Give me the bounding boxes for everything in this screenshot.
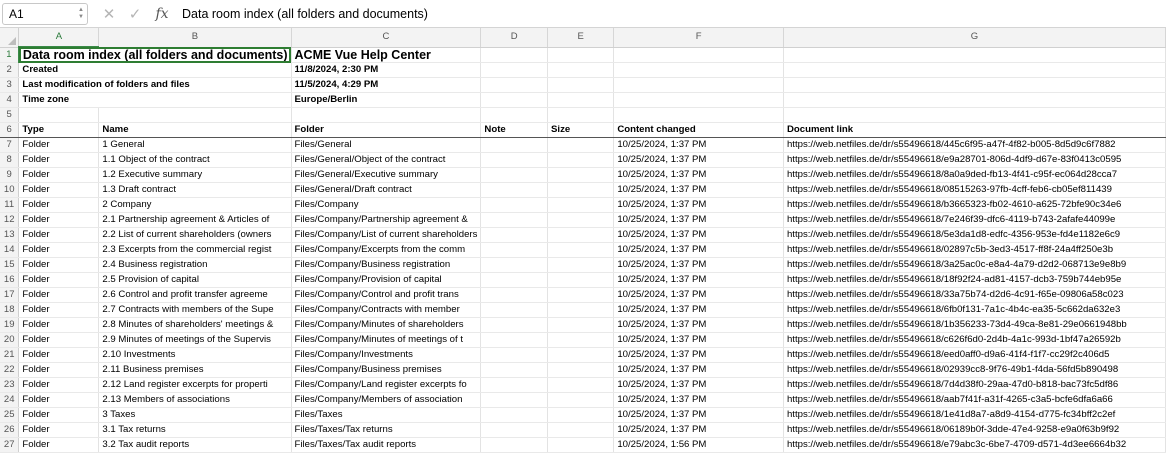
cell-type[interactable]: Folder bbox=[19, 138, 99, 153]
cell-content-changed[interactable]: 10/25/2024, 1:37 PM bbox=[614, 288, 784, 303]
cell-note[interactable] bbox=[481, 258, 548, 273]
cell-name[interactable]: 1.2 Executive summary bbox=[99, 168, 291, 183]
cell-name[interactable]: 2.3 Excerpts from the commercial regist bbox=[99, 243, 291, 258]
cell-type[interactable]: Folder bbox=[19, 423, 99, 438]
cell-document-link[interactable]: https://web.netfiles.de/dr/s55496618/6fb0f131-7a1c-4b4c-ea35-5c662da632e3 bbox=[783, 303, 1165, 318]
cell-type[interactable]: Folder bbox=[19, 273, 99, 288]
table-row bbox=[0, 228, 1166, 243]
cell-type[interactable]: Folder bbox=[19, 393, 99, 408]
cell[interactable] bbox=[783, 63, 1165, 78]
cell-type[interactable]: Folder bbox=[19, 168, 99, 183]
cell-size[interactable] bbox=[548, 258, 614, 273]
cell-folder[interactable]: Files/Taxes bbox=[291, 408, 481, 423]
row-header[interactable]: 5 bbox=[0, 108, 19, 123]
cell[interactable] bbox=[614, 78, 784, 93]
last-modification-label[interactable]: Last modification of folders and files bbox=[19, 78, 291, 93]
last-modification-value[interactable]: 11/5/2024, 4:29 PM bbox=[291, 78, 481, 93]
cell-type[interactable]: Folder bbox=[19, 303, 99, 318]
cell-folder[interactable]: Files/General/Draft contract bbox=[291, 183, 481, 198]
cell-size[interactable] bbox=[548, 168, 614, 183]
cell-type[interactable]: Folder bbox=[19, 408, 99, 423]
cell-size[interactable] bbox=[548, 303, 614, 318]
spreadsheet-grid bbox=[0, 28, 1166, 453]
cell[interactable] bbox=[291, 108, 481, 123]
cell-document-link[interactable]: https://web.netfiles.de/dr/s55496618/445c6f95-a47f-4f82-b005-8d5d9c6f7882 bbox=[783, 138, 1165, 153]
row-header[interactable]: 16 bbox=[0, 273, 19, 288]
cell-content-changed[interactable]: 10/25/2024, 1:37 PM bbox=[614, 363, 784, 378]
cell-type[interactable]: Folder bbox=[19, 153, 99, 168]
cell-content-changed[interactable]: 10/25/2024, 1:37 PM bbox=[614, 153, 784, 168]
row-header[interactable]: 20 bbox=[0, 333, 19, 348]
table-row bbox=[0, 153, 1166, 168]
cell[interactable] bbox=[481, 93, 548, 108]
cell-type[interactable]: Folder bbox=[19, 258, 99, 273]
table-row bbox=[0, 138, 1166, 153]
cell-content-changed[interactable]: 10/25/2024, 1:37 PM bbox=[614, 273, 784, 288]
cancel-icon[interactable]: ✕ bbox=[102, 5, 116, 23]
cell-document-link[interactable]: https://web.netfiles.de/dr/s55496618/1b356233-73d4-49ca-8e81-29e0661948bb bbox=[783, 318, 1165, 333]
row-header[interactable]: 23 bbox=[0, 378, 19, 393]
cell-folder[interactable]: Files/General bbox=[291, 138, 481, 153]
cell[interactable] bbox=[783, 93, 1165, 108]
cell-content-changed[interactable]: 10/25/2024, 1:37 PM bbox=[614, 183, 784, 198]
table-row bbox=[0, 168, 1166, 183]
cell-content-changed[interactable]: 10/25/2024, 1:37 PM bbox=[614, 168, 784, 183]
cell-size[interactable] bbox=[548, 348, 614, 363]
cell[interactable] bbox=[614, 63, 784, 78]
cell-type[interactable]: Folder bbox=[19, 363, 99, 378]
header-size[interactable]: Size bbox=[548, 123, 614, 138]
cell-type[interactable]: Folder bbox=[19, 348, 99, 363]
created-label[interactable]: Created bbox=[19, 63, 291, 78]
cell-name[interactable]: 2.5 Provision of capital bbox=[99, 273, 291, 288]
table-row bbox=[0, 273, 1166, 288]
table-row bbox=[0, 393, 1166, 408]
column-header-g[interactable]: G bbox=[783, 28, 1165, 47]
row-header[interactable]: 25 bbox=[0, 408, 19, 423]
row-header[interactable]: 12 bbox=[0, 213, 19, 228]
cell-name[interactable]: 2.1 Partnership agreement & Articles of bbox=[99, 213, 291, 228]
cell[interactable] bbox=[614, 47, 784, 63]
created-value[interactable]: 11/8/2024, 2:30 PM bbox=[291, 63, 481, 78]
table-row bbox=[0, 183, 1166, 198]
cell-note[interactable] bbox=[481, 243, 548, 258]
cell-type[interactable]: Folder bbox=[19, 228, 99, 243]
cell[interactable] bbox=[548, 108, 614, 123]
cell-note[interactable] bbox=[481, 408, 548, 423]
cell-folder[interactable]: Files/Company/Minutes of meetings of t bbox=[291, 333, 481, 348]
cell-reference: A1 bbox=[9, 6, 24, 21]
table-row bbox=[0, 258, 1166, 273]
table-row bbox=[0, 333, 1166, 348]
cell-note[interactable] bbox=[481, 273, 548, 288]
cell[interactable] bbox=[548, 63, 614, 78]
table-row bbox=[0, 213, 1166, 228]
cell-note[interactable] bbox=[481, 153, 548, 168]
cell-folder[interactable]: Files/Company/Partnership agreement & bbox=[291, 213, 481, 228]
row-header[interactable]: 7 bbox=[0, 138, 19, 153]
time-zone-label[interactable]: Time zone bbox=[19, 93, 291, 108]
cell-size[interactable] bbox=[548, 138, 614, 153]
cell-name[interactable]: 1.1 Object of the contract bbox=[99, 153, 291, 168]
cell-folder[interactable]: Files/General/Executive summary bbox=[291, 168, 481, 183]
cell-folder[interactable]: Files/Company/Excerpts from the comm bbox=[291, 243, 481, 258]
row-header[interactable]: 3 bbox=[0, 78, 19, 93]
cell-size[interactable] bbox=[548, 243, 614, 258]
cell[interactable] bbox=[548, 93, 614, 108]
cell-folder[interactable]: Files/Company/Minutes of shareholders bbox=[291, 318, 481, 333]
cell-size[interactable] bbox=[548, 378, 614, 393]
cell-note[interactable] bbox=[481, 198, 548, 213]
cell-size[interactable] bbox=[548, 318, 614, 333]
row-header[interactable]: 10 bbox=[0, 183, 19, 198]
cell-content-changed[interactable]: 10/25/2024, 1:37 PM bbox=[614, 213, 784, 228]
cell-type[interactable]: Folder bbox=[19, 438, 99, 453]
row-header[interactable]: 8 bbox=[0, 153, 19, 168]
column-header-a[interactable]: A bbox=[19, 28, 99, 47]
confirm-icon[interactable]: ✓ bbox=[128, 5, 142, 23]
cell-note[interactable] bbox=[481, 363, 548, 378]
cell-size[interactable] bbox=[548, 228, 614, 243]
cell-content-changed[interactable]: 10/25/2024, 1:37 PM bbox=[614, 318, 784, 333]
cell-content-changed[interactable]: 10/25/2024, 1:37 PM bbox=[614, 243, 784, 258]
cell-folder[interactable]: Files/Company/List of current shareholders bbox=[291, 228, 481, 243]
cell-type[interactable]: Folder bbox=[19, 378, 99, 393]
cell-document-link[interactable]: https://web.netfiles.de/dr/s55496618/b3665323-fb02-4610-a625-72bfe90c34e6 bbox=[783, 198, 1165, 213]
cell-document-link[interactable]: https://web.netfiles.de/dr/s55496618/5e3da1d8-edfc-4356-953e-fd4e1182e6c9 bbox=[783, 228, 1165, 243]
cell[interactable] bbox=[614, 93, 784, 108]
cell-size[interactable] bbox=[548, 393, 614, 408]
cell-folder[interactable]: Files/Company bbox=[291, 198, 481, 213]
cell-type[interactable]: Folder bbox=[19, 333, 99, 348]
cell-document-link[interactable]: https://web.netfiles.de/dr/s55496618/7e246f39-dfc6-4119-b743-2afafe44099e bbox=[783, 213, 1165, 228]
column-header-b[interactable]: B bbox=[99, 28, 291, 47]
cell-folder[interactable]: Files/Company/Land register excerpts fo bbox=[291, 378, 481, 393]
header-type[interactable]: Type bbox=[19, 123, 99, 138]
cell-type[interactable]: Folder bbox=[19, 243, 99, 258]
cell-type[interactable]: Folder bbox=[19, 288, 99, 303]
header-content-changed[interactable]: Content changed bbox=[614, 123, 784, 138]
cell-type[interactable]: Folder bbox=[19, 213, 99, 228]
cell-name[interactable]: 2.12 Land register excerpts for properti bbox=[99, 378, 291, 393]
cell-name[interactable]: 1 General bbox=[99, 138, 291, 153]
cell-name[interactable]: 2.10 Investments bbox=[99, 348, 291, 363]
cell-note[interactable] bbox=[481, 378, 548, 393]
cell-size[interactable] bbox=[548, 408, 614, 423]
row-header[interactable]: 6 bbox=[0, 123, 19, 138]
cell-note[interactable] bbox=[481, 168, 548, 183]
cell[interactable] bbox=[481, 47, 548, 63]
cell-size[interactable] bbox=[548, 198, 614, 213]
cell-name[interactable]: 2.13 Members of associations bbox=[99, 393, 291, 408]
cell-name[interactable]: 2.11 Business premises bbox=[99, 363, 291, 378]
table-row bbox=[0, 243, 1166, 258]
cell-folder[interactable]: Files/Company/Business premises bbox=[291, 363, 481, 378]
row-header[interactable]: 15 bbox=[0, 258, 19, 273]
row-header[interactable]: 4 bbox=[0, 93, 19, 108]
cell-note[interactable] bbox=[481, 288, 548, 303]
cell-size[interactable] bbox=[548, 183, 614, 198]
cell-name[interactable]: 3.1 Tax returns bbox=[99, 423, 291, 438]
cell-content-changed[interactable]: 10/25/2024, 1:37 PM bbox=[614, 138, 784, 153]
cell-folder[interactable]: Files/Taxes/Tax returns bbox=[291, 423, 481, 438]
table-row bbox=[0, 198, 1166, 213]
table-row bbox=[0, 363, 1166, 378]
cell-content-changed[interactable]: 10/25/2024, 1:37 PM bbox=[614, 333, 784, 348]
table-row bbox=[0, 423, 1166, 438]
cell-note[interactable] bbox=[481, 348, 548, 363]
row-header[interactable]: 11 bbox=[0, 198, 19, 213]
title-cell[interactable]: Data room index (all folders and documents) bbox=[19, 47, 291, 63]
cell-content-changed[interactable]: 10/25/2024, 1:37 PM bbox=[614, 303, 784, 318]
function-icon[interactable]: fx bbox=[155, 5, 169, 22]
cell[interactable] bbox=[783, 78, 1165, 93]
cell-document-link[interactable]: https://web.netfiles.de/dr/s55496618/06189b0f-3dde-47e4-9258-e9a0f63b9f92 bbox=[783, 423, 1165, 438]
cell[interactable] bbox=[481, 78, 548, 93]
cell-folder[interactable]: Files/General/Object of the contract bbox=[291, 153, 481, 168]
cell-size[interactable] bbox=[548, 288, 614, 303]
row-header[interactable]: 21 bbox=[0, 348, 19, 363]
time-zone-value[interactable]: Europe/Berlin bbox=[291, 93, 481, 108]
table-row bbox=[0, 408, 1166, 423]
cell-name[interactable]: 2.8 Minutes of shareholders' meetings & bbox=[99, 318, 291, 333]
column-header-c[interactable]: C bbox=[291, 28, 481, 47]
cell-type[interactable]: Folder bbox=[19, 183, 99, 198]
cell-size[interactable] bbox=[548, 333, 614, 348]
cell-note[interactable] bbox=[481, 318, 548, 333]
cell-document-link[interactable]: https://web.netfiles.de/dr/s55496618/18f92f24-ad81-4157-dcb3-759b744eb95e bbox=[783, 273, 1165, 288]
cell-content-changed[interactable]: 10/25/2024, 1:37 PM bbox=[614, 423, 784, 438]
cell[interactable] bbox=[481, 63, 548, 78]
row-header[interactable]: 17 bbox=[0, 288, 19, 303]
cell[interactable] bbox=[783, 47, 1165, 63]
row-header[interactable]: 18 bbox=[0, 303, 19, 318]
cell-note[interactable] bbox=[481, 228, 548, 243]
cell-folder[interactable]: Files/Company/Provision of capital bbox=[291, 273, 481, 288]
cell-content-changed[interactable]: 10/25/2024, 1:37 PM bbox=[614, 228, 784, 243]
cell-folder[interactable]: Files/Company/Investments bbox=[291, 348, 481, 363]
cell-note[interactable] bbox=[481, 213, 548, 228]
cell-folder[interactable]: Files/Company/Members of association bbox=[291, 393, 481, 408]
formula-bar bbox=[0, 0, 1166, 28]
cell-folder[interactable]: Files/Taxes/Tax audit reports bbox=[291, 438, 481, 453]
cell-document-link[interactable]: https://web.netfiles.de/dr/s55496618/eed0aff0-d9a6-41f4-f1f7-cc29f2c406d5 bbox=[783, 348, 1165, 363]
cell-name[interactable]: 2.9 Minutes of meetings of the Supervis bbox=[99, 333, 291, 348]
cell-document-link[interactable]: https://web.netfiles.de/dr/s55496618/3a25ac0c-e8a4-4a79-d2d2-068713e9e8b9 bbox=[783, 258, 1165, 273]
cell-size[interactable] bbox=[548, 153, 614, 168]
cell-type[interactable]: Folder bbox=[19, 318, 99, 333]
cell-name[interactable]: 1.3 Draft contract bbox=[99, 183, 291, 198]
table-row bbox=[0, 348, 1166, 363]
cell-size[interactable] bbox=[548, 273, 614, 288]
row-header[interactable]: 2 bbox=[0, 63, 19, 78]
row-header[interactable]: 26 bbox=[0, 423, 19, 438]
cell-document-link[interactable]: https://web.netfiles.de/dr/s55496618/8a0a9ded-fb13-4f41-c95f-ec064d28cca7 bbox=[783, 168, 1165, 183]
cell-note[interactable] bbox=[481, 423, 548, 438]
select-all-corner[interactable] bbox=[0, 28, 19, 47]
row-header[interactable]: 22 bbox=[0, 363, 19, 378]
formula-input[interactable]: Data room index (all folders and documents) bbox=[182, 6, 428, 21]
cell-document-link[interactable]: https://web.netfiles.de/dr/s55496618/33a75b74-d2d6-4c91-f65e-09806a58c023 bbox=[783, 288, 1165, 303]
row-header[interactable]: 13 bbox=[0, 228, 19, 243]
cell[interactable] bbox=[548, 47, 614, 63]
cell[interactable] bbox=[19, 108, 99, 123]
cell-name[interactable]: 2.6 Control and profit transfer agreeme bbox=[99, 288, 291, 303]
cell-document-link[interactable]: https://web.netfiles.de/dr/s55496618/e9a28701-806d-4df9-d67e-83f0413c0595 bbox=[783, 153, 1165, 168]
column-header-f[interactable]: F bbox=[614, 28, 784, 47]
header-document-link[interactable]: Document link bbox=[783, 123, 1165, 138]
table-row bbox=[0, 303, 1166, 318]
cell-folder[interactable]: Files/Company/Control and profit trans bbox=[291, 288, 481, 303]
row-header[interactable]: 27 bbox=[0, 438, 19, 453]
header-note[interactable]: Note bbox=[481, 123, 548, 138]
row-header[interactable]: 14 bbox=[0, 243, 19, 258]
cell-document-link[interactable]: https://web.netfiles.de/dr/s55496618/aab7f41f-a31f-4265-c3a5-bcfe6dfa6a66 bbox=[783, 393, 1165, 408]
row-header[interactable]: 9 bbox=[0, 168, 19, 183]
cell-note[interactable] bbox=[481, 333, 548, 348]
cell[interactable] bbox=[783, 108, 1165, 123]
header-folder[interactable]: Folder bbox=[291, 123, 481, 138]
cell-document-link[interactable]: https://web.netfiles.de/dr/s55496618/1e41d8a7-a8d9-4154-d775-fc34bff2c2ef bbox=[783, 408, 1165, 423]
cell-size[interactable] bbox=[548, 213, 614, 228]
cell-name[interactable]: 2 Company bbox=[99, 198, 291, 213]
table-row bbox=[0, 378, 1166, 393]
table-row bbox=[0, 438, 1166, 453]
sheet-table bbox=[0, 28, 1166, 453]
row-header[interactable]: 19 bbox=[0, 318, 19, 333]
row-header[interactable]: 1 bbox=[0, 47, 19, 63]
cell-size[interactable] bbox=[548, 363, 614, 378]
cell-content-changed[interactable]: 10/25/2024, 1:37 PM bbox=[614, 378, 784, 393]
cell-folder[interactable]: Files/Company/Business registration bbox=[291, 258, 481, 273]
cell-type[interactable]: Folder bbox=[19, 198, 99, 213]
cell-name[interactable]: 2.4 Business registration bbox=[99, 258, 291, 273]
cell-note[interactable] bbox=[481, 393, 548, 408]
header-name[interactable]: Name bbox=[99, 123, 291, 138]
name-box[interactable] bbox=[2, 3, 88, 25]
cell-note[interactable] bbox=[481, 438, 548, 453]
table-row bbox=[0, 318, 1166, 333]
cell-document-link[interactable]: https://web.netfiles.de/dr/s55496618/02897c5b-3ed3-4517-ff8f-24a4ff250e3b bbox=[783, 243, 1165, 258]
cell-content-changed[interactable]: 10/25/2024, 1:56 PM bbox=[614, 438, 784, 453]
cell-name[interactable]: 2.7 Contracts with members of the Supe bbox=[99, 303, 291, 318]
table-row bbox=[0, 288, 1166, 303]
cell-content-changed[interactable]: 10/25/2024, 1:37 PM bbox=[614, 393, 784, 408]
cell-document-link[interactable]: https://web.netfiles.de/dr/s55496618/c626f6d0-2d4b-4a1c-993d-1bf47a26592b bbox=[783, 333, 1165, 348]
cell-note[interactable] bbox=[481, 303, 548, 318]
cell-document-link[interactable]: https://web.netfiles.de/dr/s55496618/7d4d38f0-29aa-47d0-b818-bac73fc5df86 bbox=[783, 378, 1165, 393]
cell-content-changed[interactable]: 10/25/2024, 1:37 PM bbox=[614, 408, 784, 423]
cell-document-link[interactable]: https://web.netfiles.de/dr/s55496618/e79abc3c-6be7-4709-d571-4d3ee6664b32 bbox=[783, 438, 1165, 453]
cell-content-changed[interactable]: 10/25/2024, 1:37 PM bbox=[614, 258, 784, 273]
cell[interactable] bbox=[548, 78, 614, 93]
cell[interactable] bbox=[614, 108, 784, 123]
column-header-d[interactable]: D bbox=[481, 28, 548, 47]
cell-size[interactable] bbox=[548, 423, 614, 438]
cell-document-link[interactable]: https://web.netfiles.de/dr/s55496618/08515263-97fb-4cff-feb6-cb05ef811439 bbox=[783, 183, 1165, 198]
cell-content-changed[interactable]: 10/25/2024, 1:37 PM bbox=[614, 348, 784, 363]
cell-size[interactable] bbox=[548, 438, 614, 453]
cell-content-changed[interactable]: 10/25/2024, 1:37 PM bbox=[614, 198, 784, 213]
cell-folder[interactable]: Files/Company/Contracts with member bbox=[291, 303, 481, 318]
cell[interactable] bbox=[481, 108, 548, 123]
cell-name[interactable]: 2.2 List of current shareholders (owners bbox=[99, 228, 291, 243]
cell-name[interactable]: 3.2 Tax audit reports bbox=[99, 438, 291, 453]
cell-note[interactable] bbox=[481, 183, 548, 198]
title-c-cell[interactable]: ACME Vue Help Center bbox=[291, 47, 481, 63]
cell-document-link[interactable]: https://web.netfiles.de/dr/s55496618/02939cc8-9f76-49b1-f4da-56fd5b890498 bbox=[783, 363, 1165, 378]
row-header[interactable]: 24 bbox=[0, 393, 19, 408]
name-box-stepper-icon[interactable]: ▲ ▼ bbox=[78, 6, 84, 20]
column-header-e[interactable]: E bbox=[548, 28, 614, 47]
cell-name[interactable]: 3 Taxes bbox=[99, 408, 291, 423]
cell-note[interactable] bbox=[481, 138, 548, 153]
cell[interactable] bbox=[99, 108, 291, 123]
